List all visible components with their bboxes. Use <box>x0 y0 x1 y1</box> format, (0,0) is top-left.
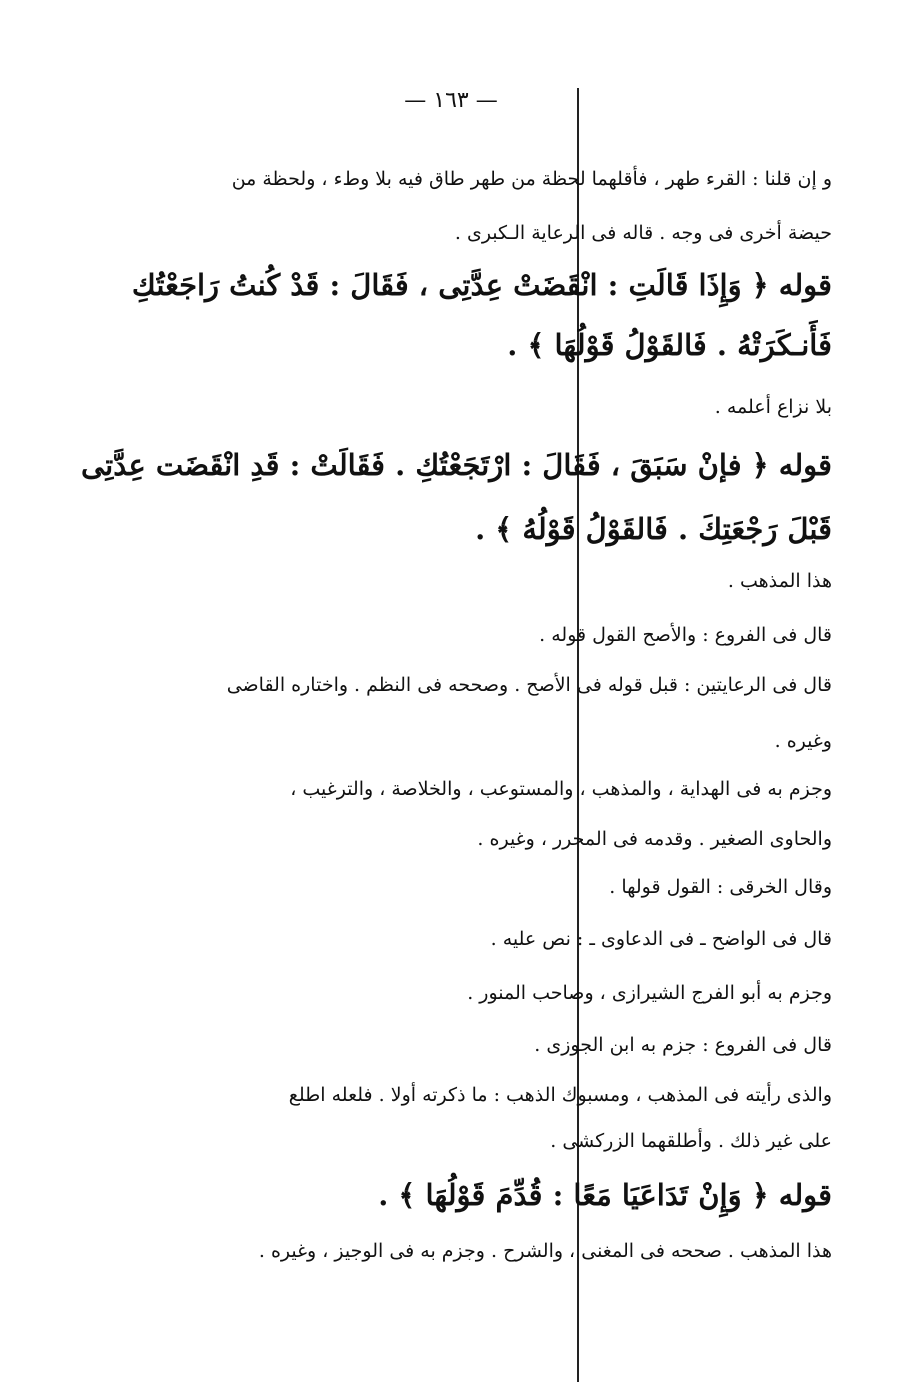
text-line: على غير ذلك . وأطلقهما الزركشى . <box>550 1130 832 1152</box>
text-line: هذا المذهب . <box>727 570 832 592</box>
quoted-text-line: قوله ﴿ فإنْ سَبَقَ ، فَقَالَ : ارْتَجَعْتُكِ . فَقَالَتْ : قَدِ انْقَضَت عِدَّتِى <box>81 448 832 482</box>
text-line: وغيره . <box>774 730 832 752</box>
text-line: وجزم به فى الهداية ، والمذهب ، والمستوعب ، والخلاصة ، والترغيب ، <box>290 778 832 800</box>
text-line: وجزم به أبو الفرج الشيرازى ، وصاحب المنور . <box>467 982 832 1004</box>
quoted-text-line: قَبْلَ رَجْعَتِكَ . فَالقَوْلُ قَوْلُهُ ﴾ . <box>475 512 832 546</box>
text-line: وقال الخرقى : القول قولها . <box>609 876 832 898</box>
text-line: قال فى الواضح ـ فى الدعاوى ـ : نص عليه . <box>490 928 832 950</box>
text-line: قال فى الرعايتين : قبل قوله فى الأصح . وصححه فى النظم . واختاره القاضى <box>226 674 832 696</box>
quoted-text-line: قوله ﴿ وَإِنْ تَدَاعَيَا مَعًا : قُدِّمَ قَوْلُهَا ﴾ . <box>378 1178 832 1212</box>
text-line: والحاوى الصغير . وقدمه فى المحرر ، وغيره . <box>477 828 832 850</box>
text-line: هذا المذهب . صححه فى المغنى ، والشرح . وجزم به فى الوجيز ، وغيره . <box>258 1240 832 1262</box>
quoted-text-line: فَأَنـكَرَتْهُ . فَالقَوْلُ قَوْلُهَا ﴾ . <box>507 328 832 362</box>
text-line: قال فى الفروع : والأصح القول قوله . <box>539 624 832 646</box>
quoted-text-line: قوله ﴿ وَإِذَا قَالَتِ : انْقَضَتْ عِدَّتِى ، فَقَالَ : قَدْ كُنتُ رَاجَعْتُكِ <box>131 268 832 302</box>
text-line: حيضة أخرى فى وجه . قاله فى الرعاية الـكبرى . <box>454 222 832 244</box>
text-line: والذى رأيته فى المذهب ، ومسبوك الذهب : ما ذكرته أولا . فلعله اطلع <box>288 1084 832 1106</box>
page-number: — ١٦٣ — <box>404 88 498 113</box>
text-line: قال فى الفروع : جزم به ابن الجوزى . <box>534 1034 832 1056</box>
text-line: بلا نزاع أعلمه . <box>714 396 832 418</box>
text-line: و إن قلنا : القرء طهر ، فأقلهما لحظة من طهر طاق فيه بلا وطء ، ولحظة من <box>231 168 832 190</box>
